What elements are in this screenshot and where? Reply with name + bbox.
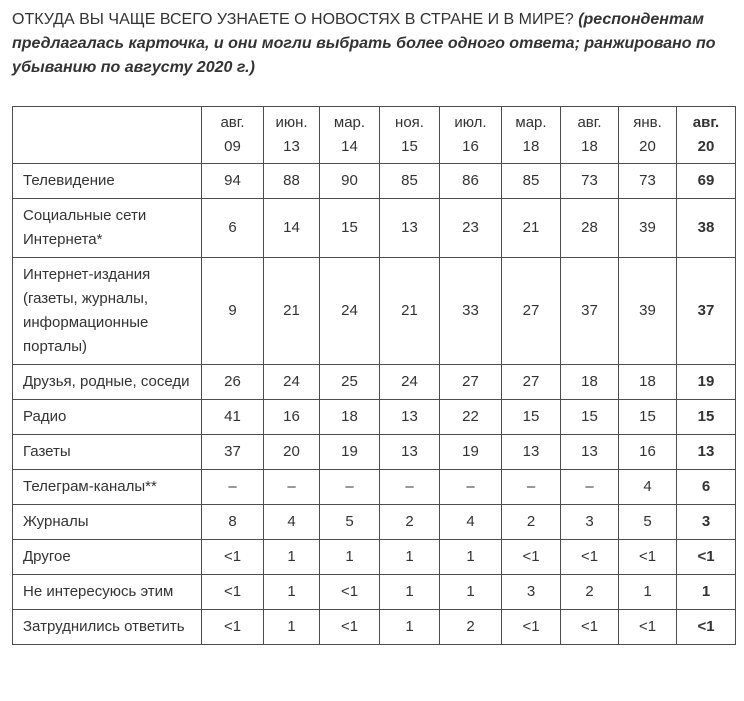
table-row — [13, 540, 736, 575]
value-cell: 1 — [440, 575, 502, 610]
value-cell: 3 — [502, 575, 561, 610]
row-label: Не интересуюсь этим — [13, 575, 202, 610]
value-cell-current: 1 — [677, 575, 736, 610]
value-cell: 90 — [320, 164, 380, 199]
value-cell: 1 — [320, 540, 380, 575]
value-cell: 13 — [502, 435, 561, 470]
value-cell: 88 — [264, 164, 320, 199]
row-label: Газеты — [13, 435, 202, 470]
survey-question: ОТКУДА ВЫ ЧАЩЕ ВСЕГО УЗНАЕТЕ О НОВОСТЯХ В СТРАНЕ И В МИРЕ? — [12, 11, 574, 28]
value-cell: <1 — [502, 610, 561, 645]
value-cell: 19 — [320, 435, 380, 470]
value-cell: 16 — [619, 435, 677, 470]
value-cell: 2 — [561, 575, 619, 610]
value-cell: 18 — [619, 365, 677, 400]
row-label: Телеграм-каналы** — [13, 470, 202, 505]
value-cell-current: <1 — [677, 540, 736, 575]
row-label: Друзья, родные, соседи — [13, 365, 202, 400]
value-cell: 13 — [380, 199, 440, 258]
header-cell: мар. 14 — [320, 107, 380, 164]
value-cell: 24 — [320, 258, 380, 365]
value-cell-current: 37 — [677, 258, 736, 365]
header-cell: июл. 16 — [440, 107, 502, 164]
survey-heading — [12, 8, 738, 80]
value-cell: 20 — [264, 435, 320, 470]
value-cell: 39 — [619, 258, 677, 365]
value-cell: 33 — [440, 258, 502, 365]
table-body — [13, 164, 736, 645]
row-label: Социальные сети Интернета* — [13, 199, 202, 258]
row-label: Затруднились ответить — [13, 610, 202, 645]
value-cell: <1 — [202, 575, 264, 610]
value-cell: <1 — [619, 540, 677, 575]
value-cell: 19 — [440, 435, 502, 470]
value-cell: 13 — [561, 435, 619, 470]
value-cell: 1 — [440, 540, 502, 575]
value-cell-current: 69 — [677, 164, 736, 199]
value-cell: 21 — [502, 199, 561, 258]
value-cell: 27 — [502, 365, 561, 400]
row-label: Радио — [13, 400, 202, 435]
value-cell: 25 — [320, 365, 380, 400]
header-cell: ноя. 15 — [380, 107, 440, 164]
value-cell: – — [264, 470, 320, 505]
table-row — [13, 258, 736, 365]
value-cell: 13 — [380, 400, 440, 435]
header-label-cell — [13, 107, 202, 164]
value-cell: 8 — [202, 505, 264, 540]
value-cell: 15 — [320, 199, 380, 258]
row-label: Телевидение — [13, 164, 202, 199]
value-cell: 41 — [202, 400, 264, 435]
value-cell: 94 — [202, 164, 264, 199]
value-cell: 2 — [440, 610, 502, 645]
value-cell-current: 38 — [677, 199, 736, 258]
value-cell: 1 — [264, 575, 320, 610]
table-row — [13, 199, 736, 258]
table-row — [13, 365, 736, 400]
value-cell: 21 — [380, 258, 440, 365]
survey-note: (респондентам предлагалась карточка, и они могли выбрать более одного ответа; ранжировано по убыванию по августу 2020 г.) — [12, 11, 716, 76]
value-cell: 13 — [380, 435, 440, 470]
value-cell: 4 — [619, 470, 677, 505]
value-cell: <1 — [320, 575, 380, 610]
value-cell: 5 — [619, 505, 677, 540]
value-cell: 85 — [502, 164, 561, 199]
row-label: Интернет-издания (газеты, журналы, информационные порталы) — [13, 258, 202, 365]
value-cell: 1 — [264, 610, 320, 645]
value-cell-current: <1 — [677, 610, 736, 645]
value-cell: – — [202, 470, 264, 505]
value-cell: 24 — [380, 365, 440, 400]
table-row — [13, 470, 736, 505]
value-cell: 73 — [619, 164, 677, 199]
value-cell: 15 — [502, 400, 561, 435]
value-cell: 22 — [440, 400, 502, 435]
value-cell: 4 — [440, 505, 502, 540]
value-cell: – — [320, 470, 380, 505]
value-cell: 24 — [264, 365, 320, 400]
value-cell: 2 — [380, 505, 440, 540]
value-cell: <1 — [502, 540, 561, 575]
value-cell: 86 — [440, 164, 502, 199]
value-cell: 2 — [502, 505, 561, 540]
value-cell: – — [502, 470, 561, 505]
header-cell: авг. 09 — [202, 107, 264, 164]
value-cell: <1 — [320, 610, 380, 645]
value-cell: 37 — [202, 435, 264, 470]
header-cell-current: авг. 20 — [677, 107, 736, 164]
value-cell: 85 — [380, 164, 440, 199]
value-cell: <1 — [561, 540, 619, 575]
value-cell: 15 — [619, 400, 677, 435]
value-cell: 1 — [619, 575, 677, 610]
header-cell: июн. 13 — [264, 107, 320, 164]
table-row — [13, 575, 736, 610]
table-row — [13, 400, 736, 435]
value-cell: 6 — [202, 199, 264, 258]
value-cell-current: 6 — [677, 470, 736, 505]
value-cell: 37 — [561, 258, 619, 365]
value-cell: 16 — [264, 400, 320, 435]
value-cell: 1 — [380, 575, 440, 610]
value-cell: 27 — [502, 258, 561, 365]
row-label: Журналы — [13, 505, 202, 540]
value-cell-current: 19 — [677, 365, 736, 400]
value-cell: 1 — [380, 540, 440, 575]
value-cell: 28 — [561, 199, 619, 258]
value-cell: 15 — [561, 400, 619, 435]
value-cell: 21 — [264, 258, 320, 365]
value-cell: 9 — [202, 258, 264, 365]
value-cell: 73 — [561, 164, 619, 199]
value-cell-current: 15 — [677, 400, 736, 435]
survey-table — [12, 106, 736, 645]
value-cell: – — [440, 470, 502, 505]
row-label: Другое — [13, 540, 202, 575]
header-cell: авг. 18 — [561, 107, 619, 164]
header-cell: мар. 18 — [502, 107, 561, 164]
value-cell: 4 — [264, 505, 320, 540]
table-row — [13, 610, 736, 645]
value-cell: 14 — [264, 199, 320, 258]
value-cell: 23 — [440, 199, 502, 258]
value-cell: <1 — [619, 610, 677, 645]
value-cell-current: 13 — [677, 435, 736, 470]
table-row — [13, 164, 736, 199]
value-cell: 18 — [320, 400, 380, 435]
value-cell: <1 — [561, 610, 619, 645]
table-row — [13, 505, 736, 540]
value-cell: 39 — [619, 199, 677, 258]
value-cell-current: 3 — [677, 505, 736, 540]
value-cell: 3 — [561, 505, 619, 540]
value-cell: <1 — [202, 610, 264, 645]
header-cell: янв. 20 — [619, 107, 677, 164]
value-cell: 18 — [561, 365, 619, 400]
header-row — [13, 107, 736, 164]
value-cell: 27 — [440, 365, 502, 400]
value-cell: 5 — [320, 505, 380, 540]
value-cell: 1 — [264, 540, 320, 575]
table-row — [13, 435, 736, 470]
value-cell: – — [561, 470, 619, 505]
value-cell: 1 — [380, 610, 440, 645]
value-cell: <1 — [202, 540, 264, 575]
value-cell: – — [380, 470, 440, 505]
value-cell: 26 — [202, 365, 264, 400]
